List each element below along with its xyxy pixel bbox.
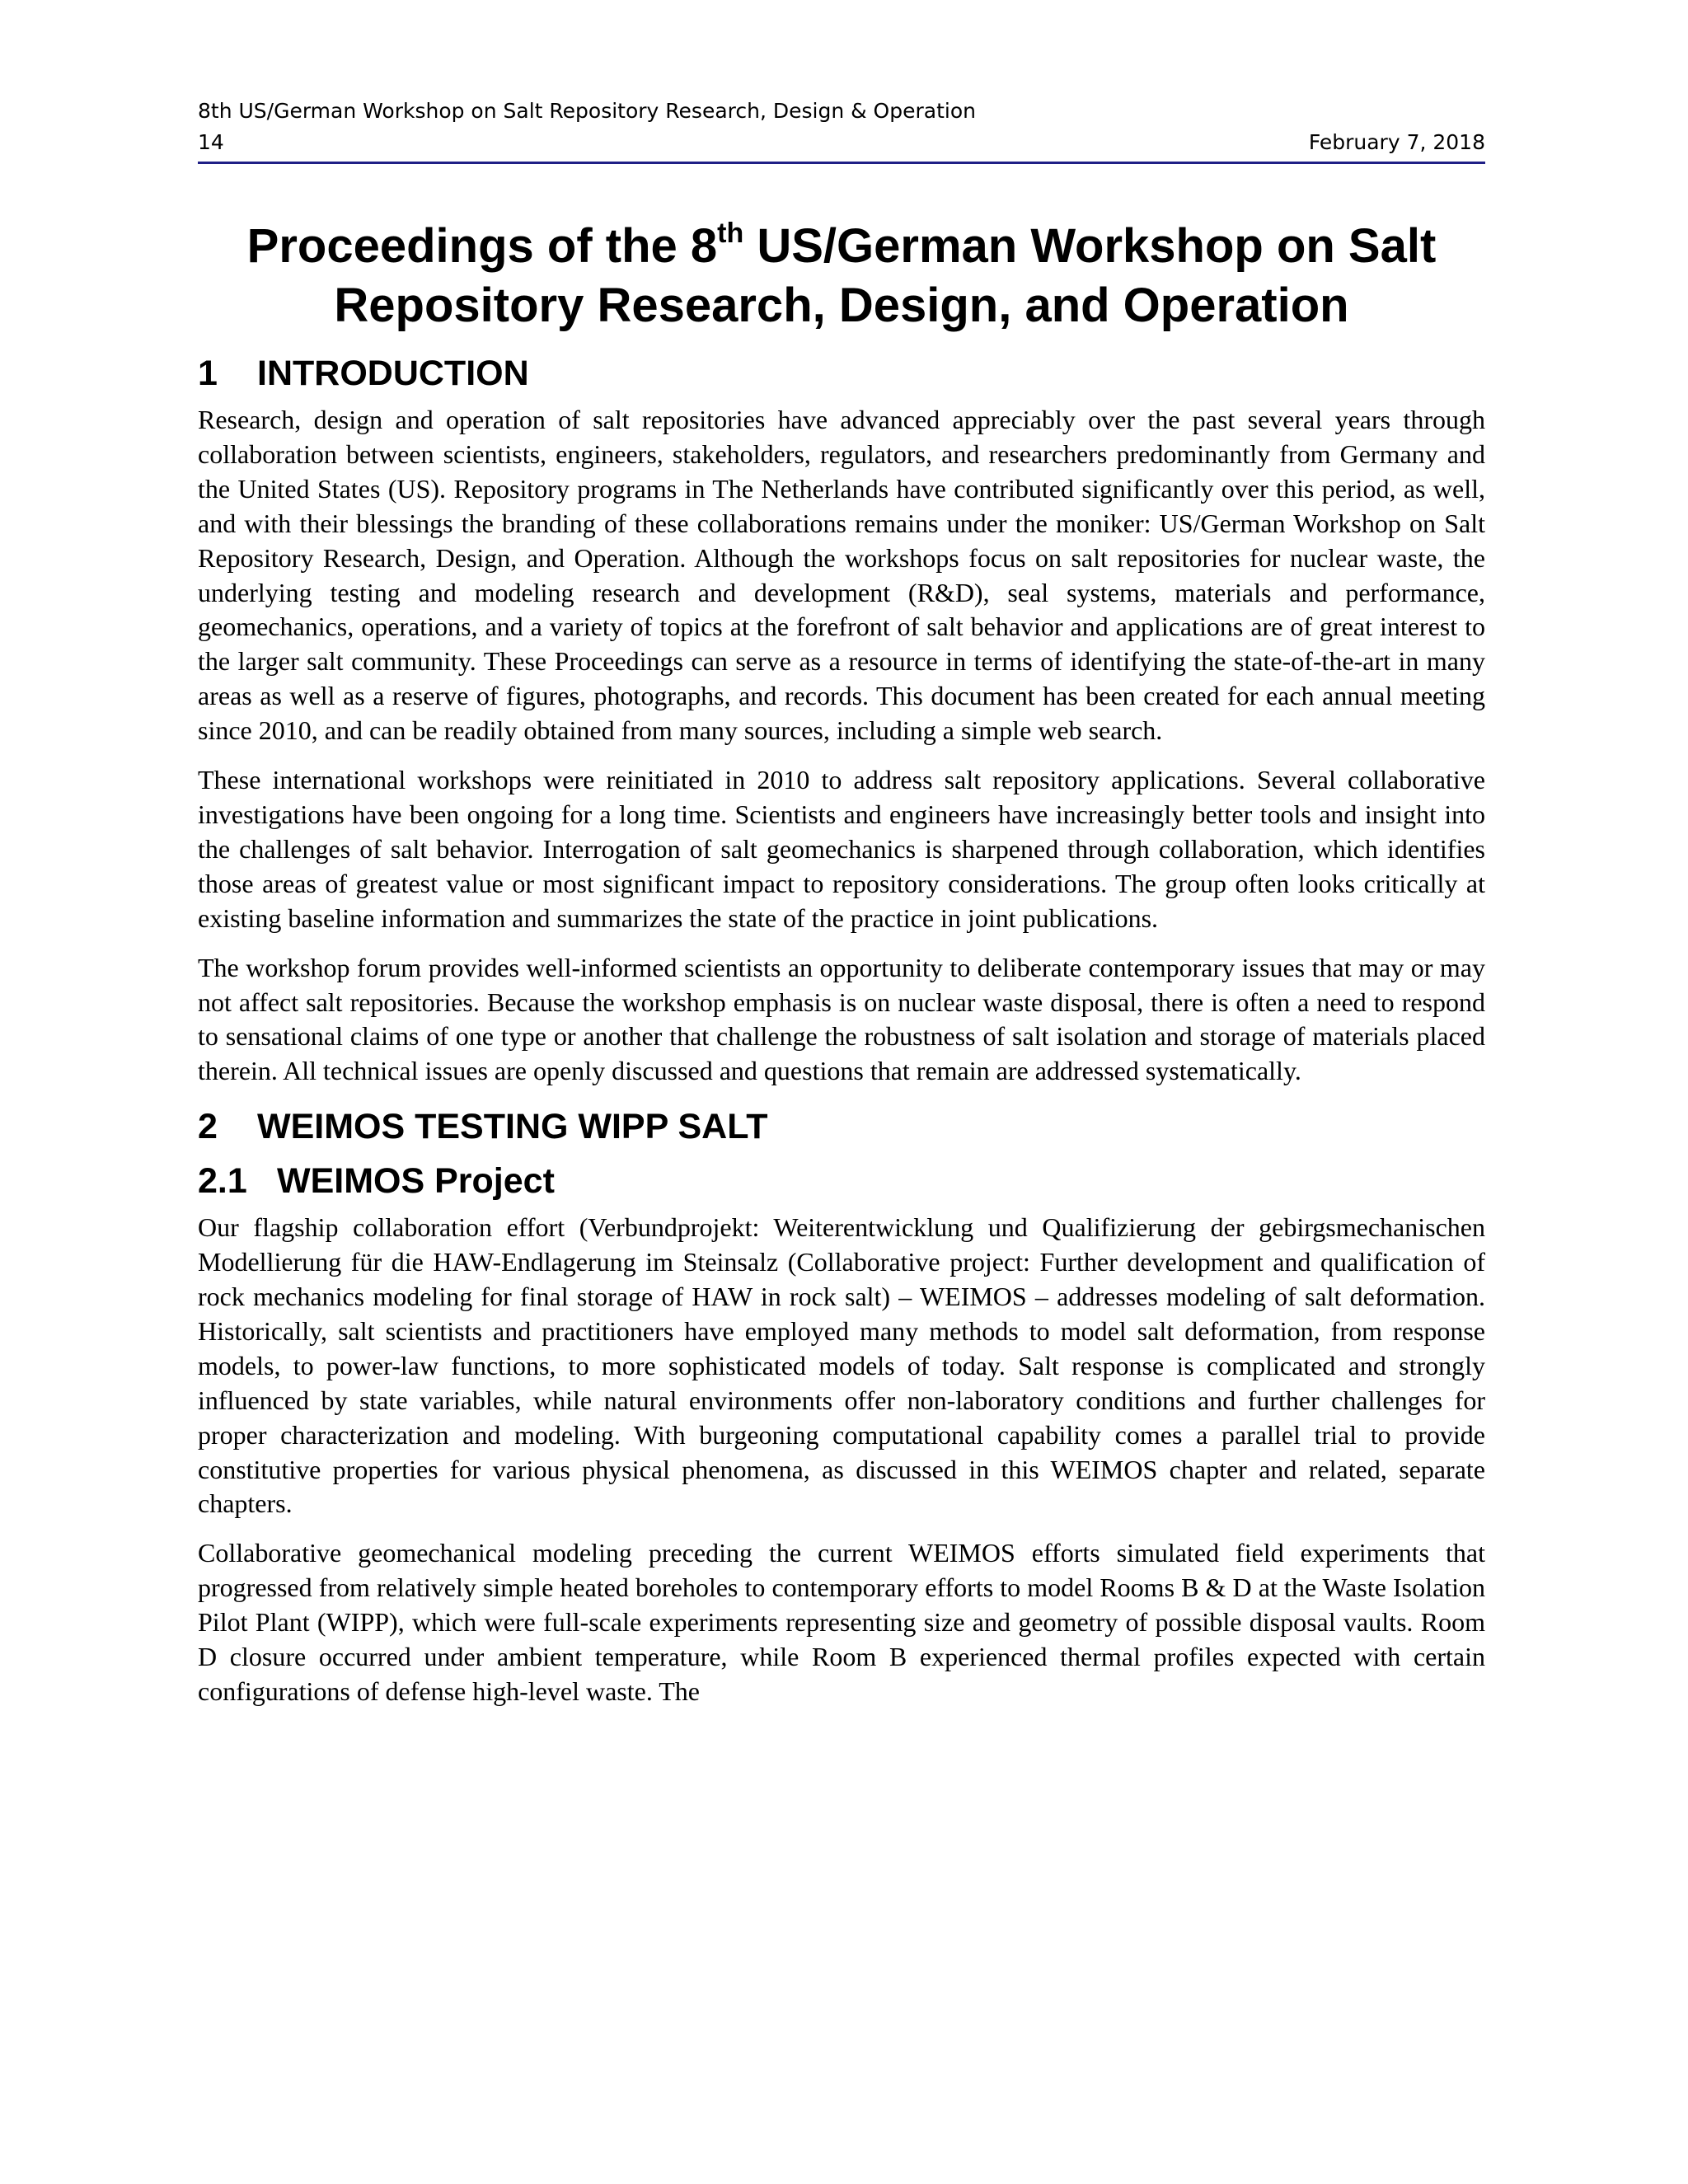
- title-line-2: Repository Research, Design, and Operation: [334, 279, 1349, 332]
- header-date: February 7, 2018: [1308, 130, 1485, 154]
- subsection-title: WEIMOS Project: [277, 1161, 555, 1202]
- section-heading-introduction: [198, 350, 1485, 396]
- section-number: 1: [198, 354, 218, 393]
- header-page-number: 14: [198, 130, 224, 154]
- paragraph: These international workshops were reinitiated in 2010 to address salt repository applications. Several collaborative investigations have been ongoing for a long time. Scientists and engineers have increasingly better tools and insight into the challenges of salt behavior. Interrogation of salt geomechanics is sharpened through collaboration, which identifies those areas of greatest value or most significant impact to repository considerations. The group often looks critically at existing baseline information and summarizes the state of the practice in joint publications.: [198, 765, 1485, 933]
- subsection-number: 2.1: [198, 1161, 247, 1202]
- paragraph: The workshop forum provides well-informed scientists an opportunity to deliberate contemporary issues that may or may not affect salt repositories. Because the workshop emphasis is on nuclear waste disposal, there is often a need to respond to sensational claims of one type or another that challenge the robustness of salt isolation and storage of materials placed therein. All technical issues are openly discussed and questions that remain are addressed systematically.: [198, 952, 1485, 1086]
- section-title: INTRODUCTION: [257, 354, 529, 393]
- section-title: WEIMOS TESTING WIPP SALT: [257, 1107, 768, 1147]
- header-rule: [198, 162, 1485, 164]
- paragraph: Our flagship collaboration effort (Verbundprojekt: Weiterentwicklung und Qualifizierung der gebirgsmechanischen Modellierung für die HAW-Endlagerung im Steinsalz (Collaborative project: Further development and qualification of rock mechanics modeling for final storage of HAW in rock salt) – WEIMOS – addresses modeling of salt deformation. Historically, salt scientists and practitioners have employed many methods to model salt deformation, from response models, to power-law functions, to more sophisticated models of today. Salt response is complicated and strongly influenced by state variables, while natural environments offer non-laboratory conditions and further challenges for proper characterization and modeling. With burgeoning computational capability comes a parallel trial to provide constitutive properties for various physical phenomena, as discussed in this WEIMOS chapter and related, separate chapters.: [198, 1212, 1485, 1519]
- paragraph: Research, design and operation of salt repositories have advanced appreciably over the past several years through collaboration between scientists, engineers, stakeholders, regulators, and researchers predominantly from Germany and the United States (US). Repository programs in The Netherlands have contributed significantly over this period, as well, and with their blessings the branding of these collaborations remains under the moniker: US/German Workshop on Salt Repository Research, Design, and Operation. Although the workshops focus on salt repositories for nuclear waste, the underlying testing and modeling research and development (R&D), seal systems, materials and performance, geomechanics, operations, and a variety of topics at the forefront of salt behavior and applications are of great interest to the larger salt community. These Proceedings can serve as a resource in terms of identifying the state-of-the-art in many areas as well as a reserve of figures, photographs, and records. This document has been created for each annual meeting since 2010, and can be readily obtained from many sources, including a simple web search.: [198, 405, 1485, 746]
- section-heading-weimos-testing: [198, 1104, 1485, 1150]
- title-part-2: US/German Workshop on Salt: [743, 219, 1437, 273]
- subsection-heading-weimos-project: [198, 1158, 1485, 1204]
- document-page: [198, 96, 1485, 1724]
- paragraph: Collaborative geomechanical modeling preceding the current WEIMOS efforts simulated field experiments that progressed from relatively simple heated boreholes to contemporary efforts to model Rooms B & D at the Waste Isolation Pilot Plant (WIPP), which were full-scale experiments representing size and geometry of possible disposal vaults. Room D closure occurred under ambient temperature, while Room B experienced thermal profiles expected with certain configurations of defense high-level waste. The: [198, 1538, 1485, 1706]
- title-superscript: th: [717, 217, 744, 249]
- page-title: [198, 217, 1485, 335]
- header-row: [198, 127, 1485, 158]
- header-workshop-title: 8th US/German Workshop on Salt Repository Research, Design & Operation: [198, 99, 976, 123]
- running-header: [198, 96, 1485, 164]
- section-number: 2: [198, 1107, 218, 1147]
- title-part-1: Proceedings of the 8: [246, 219, 718, 273]
